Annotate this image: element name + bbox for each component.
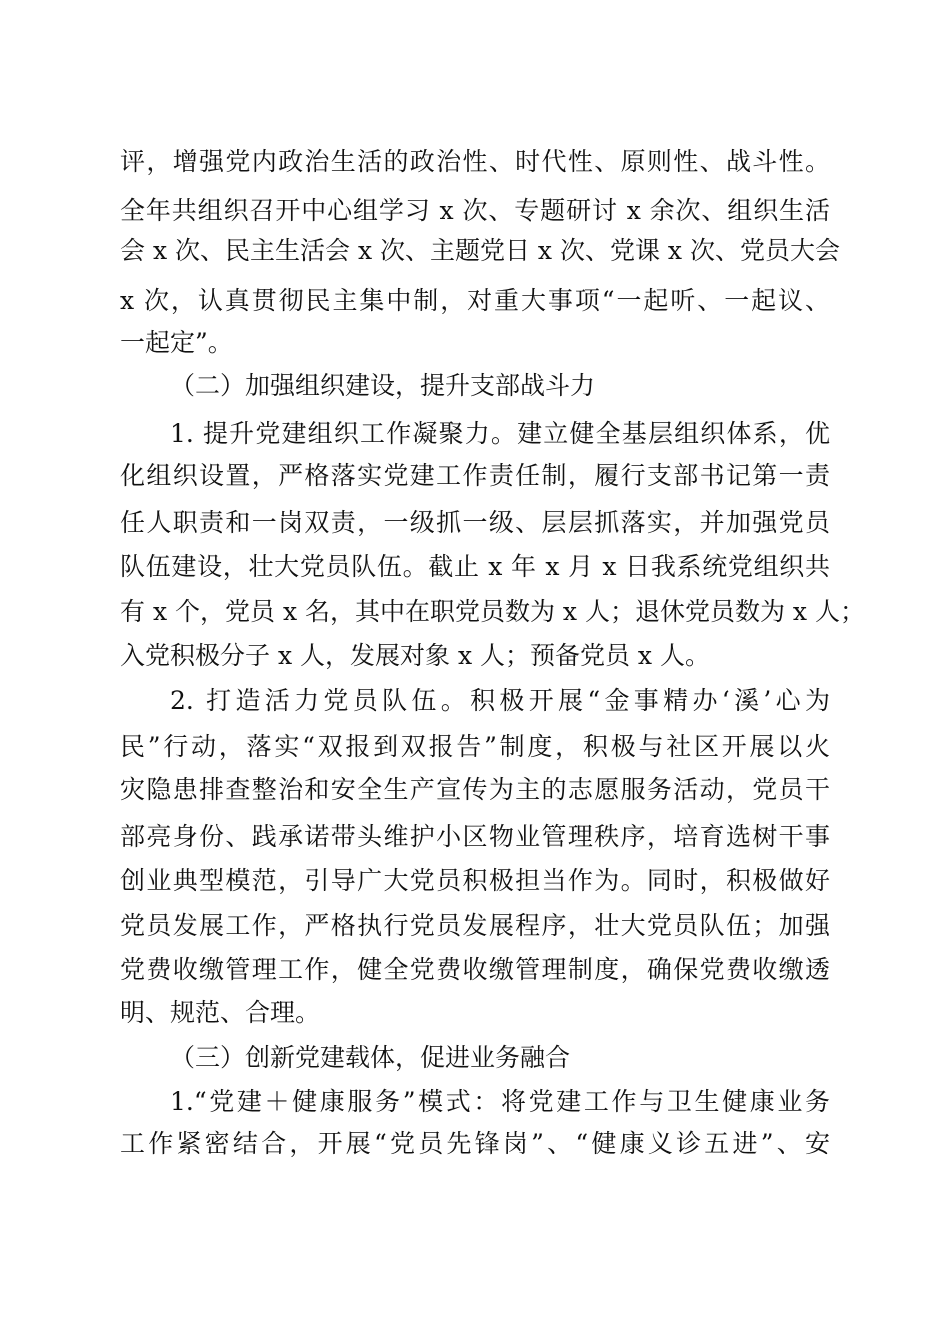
paragraph-line: 2. 打造活力党员队伍。积极开展“金事精办‘溪’心为	[170, 686, 830, 715]
paragraph-line: 灾隐患排查整治和安全生产宣传为主的志愿服务活动，党员干	[120, 775, 830, 804]
paragraph-line: 部亮身份、践承诺带头维护小区物业管理秩序，培育选树干事	[120, 822, 830, 851]
paragraph-line: 1.“党建＋健康服务”模式：将党建工作与卫生健康业务	[170, 1087, 830, 1116]
paragraph-line: 全年共组织召开中心组学习 x 次、专题研讨 x 余次、组织生活	[120, 196, 830, 225]
paragraph-line: 化组织设置，严格落实党建工作责任制，履行支部书记第一责	[120, 461, 830, 490]
paragraph-line: 党员发展工作，严格执行党员发展程序，壮大党员队伍；加强	[120, 911, 830, 940]
paragraph-line: 明、规范、合理。	[120, 998, 321, 1027]
paragraph-line: 民”行动，落实“双报到双报告”制度，积极与社区开展以火	[120, 732, 830, 761]
section-heading: （二）加强组织建设，提升支部战斗力	[170, 371, 596, 400]
paragraph-line: 创业典型模范，引导广大党员积极担当作为。同时，积极做好	[120, 866, 830, 895]
paragraph-line: x 次，认真贯彻民主集中制，对重大事项“一起听、一起议、	[120, 286, 830, 315]
paragraph-line: 1. 提升党建组织工作凝聚力。建立健全基层组织体系，优	[170, 419, 830, 448]
paragraph-line: 有 x 个，党员 x 名，其中在职党员数为 x 人；退休党员数为 x 人；	[120, 597, 865, 626]
paragraph-line: 任人职责和一岗双责，一级抓一级、层层抓落实，并加强党员	[120, 508, 830, 537]
paragraph-line: 入党积极分子 x 人，发展对象 x 人；预备党员 x 人。	[120, 641, 710, 670]
paragraph-line: 会 x 次、民主生活会 x 次、主题党日 x 次、党课 x 次、党员大会	[120, 236, 840, 265]
paragraph-line: 评，增强党内政治生活的政治性、时代性、原则性、战斗性。	[120, 147, 830, 176]
paragraph-line: 一起定”。	[120, 328, 233, 357]
paragraph-line: 队伍建设，壮大党员队伍。截止 x 年 x 月 x 日我系统党组织共	[120, 552, 830, 581]
paragraph-line: 党费收缴管理工作，健全党费收缴管理制度，确保党费收缴透	[120, 955, 830, 984]
paragraph-line: 工作紧密结合，开展“党员先锋岗”、“健康义诊五进”、安	[120, 1129, 830, 1158]
section-heading: （三）创新党建载体，促进业务融合	[170, 1043, 571, 1072]
